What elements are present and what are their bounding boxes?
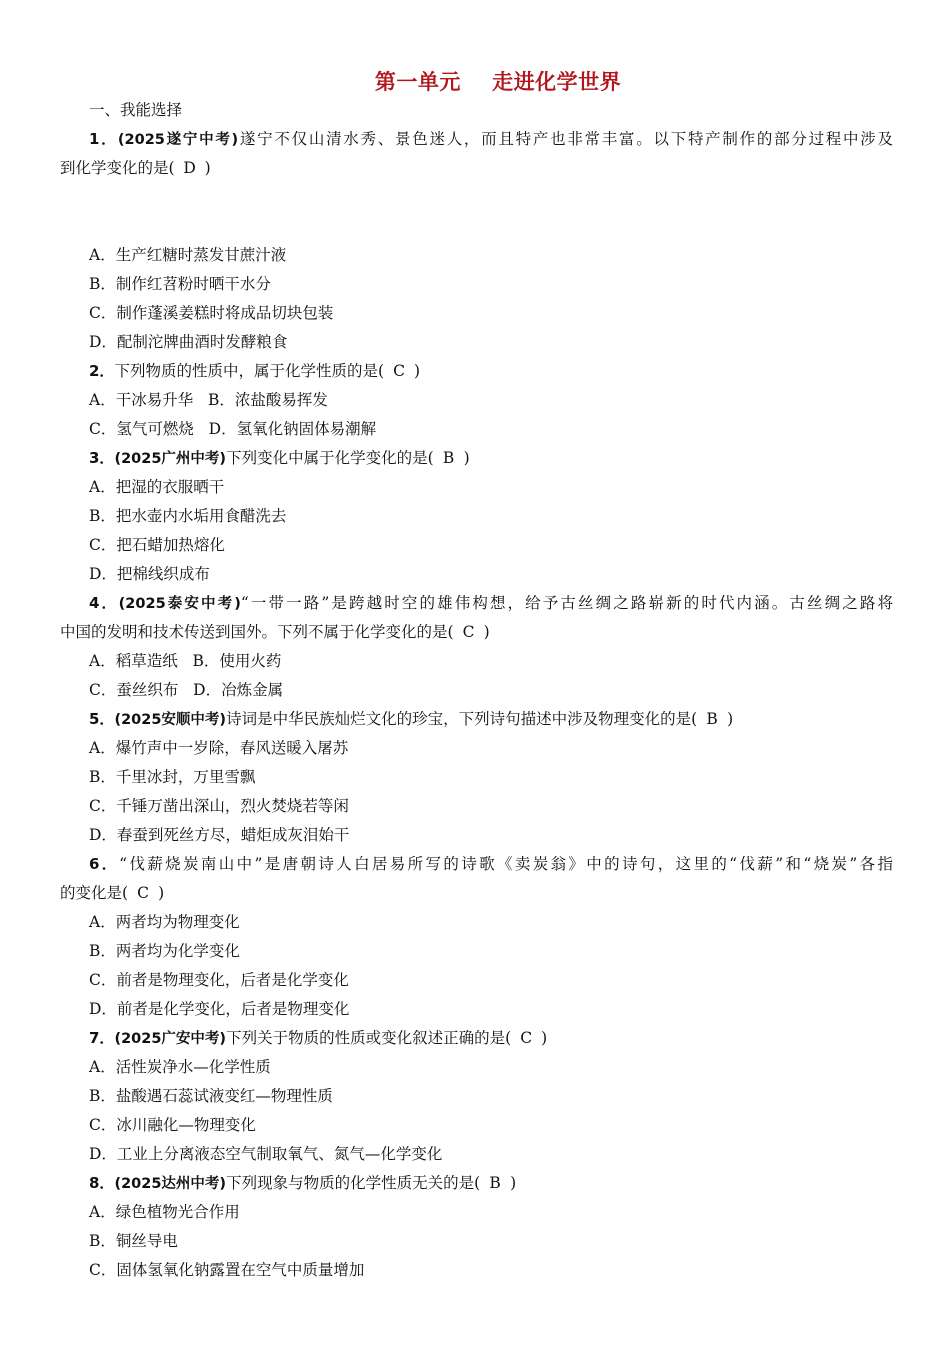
question-number: 1． bbox=[89, 130, 118, 148]
question-text: “伐薪烧炭南山中”是唐朝诗人白居易所写的诗歌《卖炭翁》中的诗句，这里的“伐薪”和“烧炭”各指 bbox=[119, 855, 893, 873]
question-source: (2025安顺中考) bbox=[114, 712, 227, 728]
option: D．工业上分离液态空气制取氧气、氮气—化学变化 bbox=[89, 1145, 443, 1163]
option: B．把水壶内水垢用食醋洗去 bbox=[89, 507, 287, 525]
question-stem-cont bbox=[60, 879, 896, 908]
question-text: 的变化是( bbox=[60, 884, 129, 902]
option: C．固体氢氧化钠露置在空气中质量增加 bbox=[89, 1261, 365, 1279]
question-text: “一带一路”是跨越时空的雄伟构想，给予古丝绸之路崭新的时代内涵。古丝绸之路将 bbox=[240, 594, 893, 612]
answer-paren-close: ) bbox=[541, 1029, 548, 1047]
option: A．干冰易升华 B．浓盐酸易挥发 bbox=[89, 391, 328, 409]
answer-paren-close: ) bbox=[483, 623, 490, 641]
option: A．稻草造纸 B．使用火药 bbox=[89, 652, 282, 670]
question-stem bbox=[60, 850, 893, 879]
page-title: 第一单元 走进化学世界 bbox=[374, 70, 622, 94]
question-1 bbox=[60, 125, 896, 357]
answer-value: C bbox=[520, 1029, 533, 1047]
question-stem bbox=[60, 444, 896, 473]
option: C．前者是物理变化，后者是化学变化 bbox=[89, 971, 349, 989]
question-number: 2． bbox=[89, 362, 115, 380]
question-3 bbox=[60, 444, 896, 589]
answer-value: C bbox=[137, 884, 149, 902]
question-text: 到化学变化的是( bbox=[60, 159, 175, 177]
question-7 bbox=[60, 1024, 896, 1169]
option: C．把石蜡加热熔化 bbox=[89, 536, 225, 554]
option: B．盐酸遇石蕊试液变红—物理性质 bbox=[89, 1087, 333, 1105]
question-4 bbox=[60, 589, 896, 705]
option: A．把湿的衣服晒干 bbox=[89, 478, 225, 496]
answer-paren-close: ) bbox=[204, 159, 211, 177]
question-number: 7． bbox=[89, 1029, 115, 1047]
answer-value: B bbox=[489, 1174, 501, 1192]
document-body bbox=[60, 96, 896, 1285]
question-stem-cont bbox=[60, 154, 896, 183]
question-number: 5． bbox=[89, 710, 115, 728]
question-number: 6． bbox=[89, 855, 120, 873]
question-text: 下列关于物质的性质或变化叙述正确的是( bbox=[226, 1029, 512, 1047]
question-6 bbox=[60, 850, 896, 1024]
option: C．氢气可燃烧 D．氢氧化钠固体易潮解 bbox=[89, 420, 377, 438]
question-number: 8． bbox=[89, 1174, 115, 1192]
question-stem bbox=[60, 589, 893, 618]
question-2 bbox=[60, 357, 896, 444]
question-stem-cont bbox=[60, 618, 896, 647]
option: B．千里冰封，万里雪飘 bbox=[89, 768, 256, 786]
section-heading: 一、我能选择 bbox=[89, 101, 183, 119]
option: D．春蚕到死丝方尽，蜡炬成灰泪始干 bbox=[89, 826, 350, 844]
option: A．爆竹声中一岁除，春风送暖入屠苏 bbox=[89, 739, 349, 757]
question-text: 诗词是中华民族灿烂文化的珍宝，下列诗句描述中涉及物理变化的是( bbox=[226, 710, 698, 728]
answer-paren-close: ) bbox=[414, 362, 421, 380]
answer-paren-close: ) bbox=[727, 710, 734, 728]
question-stem bbox=[60, 1169, 896, 1198]
option: C．冰川融化—物理变化 bbox=[89, 1116, 256, 1134]
option: C．制作蓬溪姜糕时将成品切块包装 bbox=[89, 304, 334, 322]
question-text: 中国的发明和技术传送到国外。下列不属于化学变化的是( bbox=[60, 623, 454, 641]
question-text: 下列物质的性质中，属于化学性质的是( bbox=[114, 362, 384, 380]
question-source: (2025达州中考) bbox=[114, 1176, 227, 1192]
answer-value: C bbox=[462, 623, 475, 641]
option: A．两者均为物理变化 bbox=[89, 913, 240, 931]
question-number: 3． bbox=[89, 449, 115, 467]
question-5 bbox=[60, 705, 896, 850]
question-8 bbox=[60, 1169, 896, 1285]
question-text: 遂宁不仅山清水秀、景色迷人，而且特产也非常丰富。以下特产制作的部分过程中涉及 bbox=[238, 130, 893, 148]
answer-paren-close: ) bbox=[463, 449, 470, 467]
answer-value: B bbox=[706, 710, 718, 728]
question-text: 下列现象与物质的化学性质无关的是( bbox=[226, 1174, 481, 1192]
option: A．活性炭净水—化学性质 bbox=[89, 1058, 271, 1076]
option: D．前者是化学变化，后者是物理变化 bbox=[89, 1000, 350, 1018]
option: A．生产红糖时蒸发甘蔗汁液 bbox=[89, 246, 287, 264]
option: C．蚕丝织布 D．冶炼金属 bbox=[89, 681, 284, 699]
answer-value: B bbox=[442, 449, 455, 467]
question-source: (2025遂宁中考) bbox=[117, 132, 239, 148]
question-stem bbox=[60, 1024, 896, 1053]
answer-value: D bbox=[183, 159, 196, 177]
option: D．把棉线织成布 bbox=[89, 565, 210, 583]
option: B．两者均为化学变化 bbox=[89, 942, 240, 960]
question-stem bbox=[60, 705, 896, 734]
image-placeholder-space bbox=[60, 183, 896, 241]
question-number: 4． bbox=[89, 594, 119, 612]
question-source: (2025广州中考) bbox=[114, 451, 227, 467]
question-text: 下列变化中属于化学变化的是( bbox=[226, 449, 434, 467]
option: C．千锤万凿出深山，烈火焚烧若等闲 bbox=[89, 797, 349, 815]
question-stem bbox=[60, 357, 896, 386]
question-stem bbox=[60, 125, 893, 154]
option: B．制作红苕粉时晒干水分 bbox=[89, 275, 271, 293]
option: B．铜丝导电 bbox=[89, 1232, 178, 1250]
answer-paren-close: ) bbox=[158, 884, 165, 902]
question-source: (2025泰安中考) bbox=[118, 596, 241, 612]
answer-paren-close: ) bbox=[510, 1174, 517, 1192]
option: D．配制沱牌曲酒时发酵粮食 bbox=[89, 333, 288, 351]
option: A．绿色植物光合作用 bbox=[89, 1203, 240, 1221]
answer-value: C bbox=[393, 362, 405, 380]
question-source: (2025广安中考) bbox=[114, 1031, 227, 1047]
